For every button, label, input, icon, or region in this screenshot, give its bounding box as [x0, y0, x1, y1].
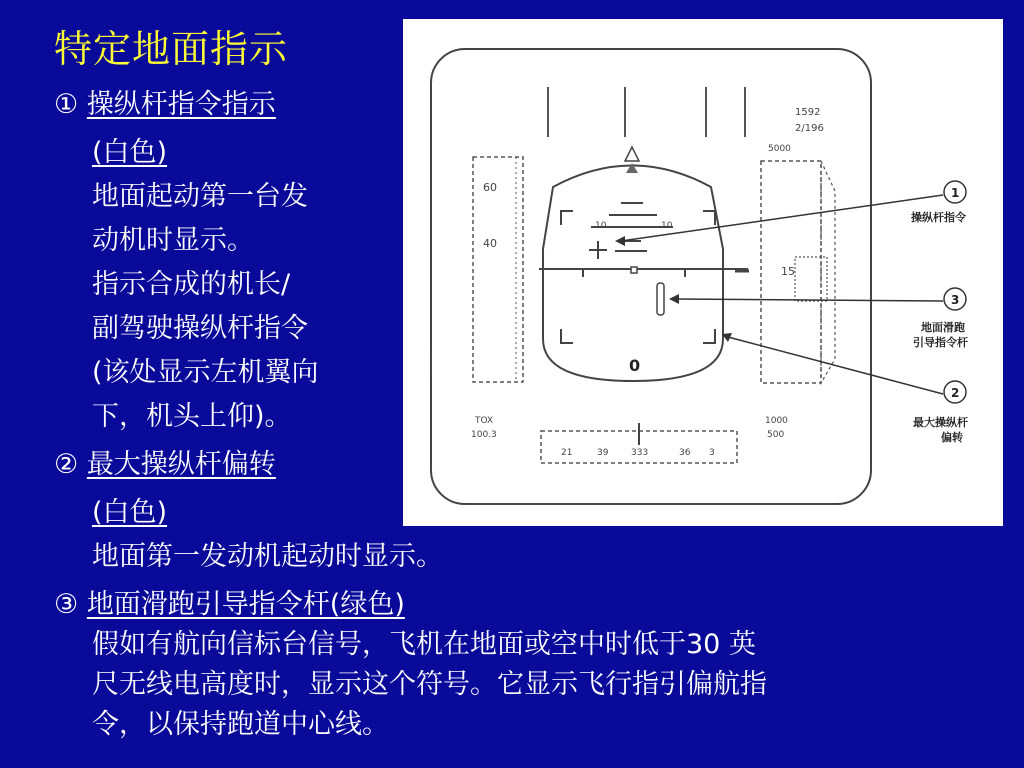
sky-pointer	[626, 163, 638, 173]
altitude-readout	[795, 257, 827, 301]
item1-header	[54, 89, 276, 121]
item2-heading: 最大操纵杆偏转	[86, 449, 276, 480]
rollout-guidance-bar	[657, 283, 664, 315]
item1-heading: 操纵杆指令指示	[86, 89, 276, 120]
altitude-label: 5000	[768, 144, 791, 154]
item3-body-line: 假如有航向信标台信号，飞机在地面或空中时低于30 英	[92, 629, 756, 660]
callout-label: 引导指令杆	[913, 336, 968, 349]
corner-bracket	[703, 211, 715, 225]
item1-color-note: (白色)	[92, 137, 168, 168]
pfd-diagram	[403, 19, 1003, 526]
aircraft-wing-right	[685, 269, 725, 277]
bottom-left-label: 100.3	[471, 430, 497, 440]
item3-marker: ③	[54, 589, 79, 620]
callout-label: 操纵杆指令	[911, 211, 966, 224]
item2-color-note: (白色)	[92, 497, 168, 528]
callout-leader-3	[675, 299, 943, 301]
callout-number: 2	[951, 386, 960, 400]
heading-scale-label: 333	[631, 448, 649, 458]
altitude-label: 2/196	[795, 123, 824, 134]
speed-label: 40	[483, 237, 497, 250]
altitude-label: 15	[781, 265, 795, 278]
aircraft-center-dot	[631, 267, 637, 273]
bottom-right-label: 500	[767, 430, 785, 440]
pitch-label-left: 10	[595, 221, 607, 231]
callout-number: 3	[951, 293, 960, 307]
item1-body-line: 副驾驶操纵杆指令	[92, 313, 308, 344]
callout-label: 地面滑跑	[921, 321, 965, 334]
heading-scale-label: 3	[709, 448, 715, 458]
item2-marker: ②	[54, 449, 79, 480]
altitude-label: 1592	[795, 107, 821, 118]
item1-body-line: (该处显示左机翼向	[92, 357, 319, 388]
item1-body-line: 指示合成的机长/	[92, 269, 291, 300]
item1-body-line: 地面起动第一台发	[92, 181, 308, 212]
callout-leader-1	[621, 195, 943, 241]
corner-bracket	[703, 329, 715, 343]
altitude-pointer	[821, 161, 835, 383]
item3-body-line: 尺无线电高度时，显示这个符号。它显示飞行指引偏航指	[92, 669, 767, 700]
bottom-left-label: TOX	[475, 416, 494, 426]
slide-title: 特定地面指示	[54, 27, 289, 71]
item3-header	[54, 589, 405, 621]
item2-body-line: 地面第一发动机起动时显示。	[92, 541, 443, 572]
callout-number: 1	[951, 186, 960, 200]
roll-pointer	[625, 147, 639, 161]
item1-body-line: 下，机头上仰)。	[92, 401, 292, 432]
heading-scale-label: 39	[597, 448, 609, 458]
heading-scale-label: 21	[561, 448, 573, 458]
heading-zero-label: 0	[629, 356, 641, 375]
item3-heading: 地面滑跑引导指令杆(绿色)	[86, 589, 405, 620]
arrowhead-icon	[615, 236, 625, 246]
speed-label: 60	[483, 181, 497, 194]
heading-scale-label: 36	[679, 448, 691, 458]
item1-body-line: 动机时显示。	[92, 225, 254, 256]
arrowhead-icon	[669, 294, 679, 304]
bottom-right-label: 1000	[765, 416, 788, 426]
callout-label: 偏转	[941, 431, 963, 444]
item3-body-line: 令，以保持跑道中心线。	[92, 709, 389, 740]
aircraft-wing-left	[543, 269, 583, 277]
pitch-label-right: 10	[661, 221, 673, 231]
item1-marker: ①	[54, 89, 79, 120]
corner-bracket	[561, 211, 573, 225]
callout-label: 最大操纵杆	[913, 416, 968, 429]
item2-header	[54, 449, 276, 481]
corner-bracket	[561, 329, 573, 343]
